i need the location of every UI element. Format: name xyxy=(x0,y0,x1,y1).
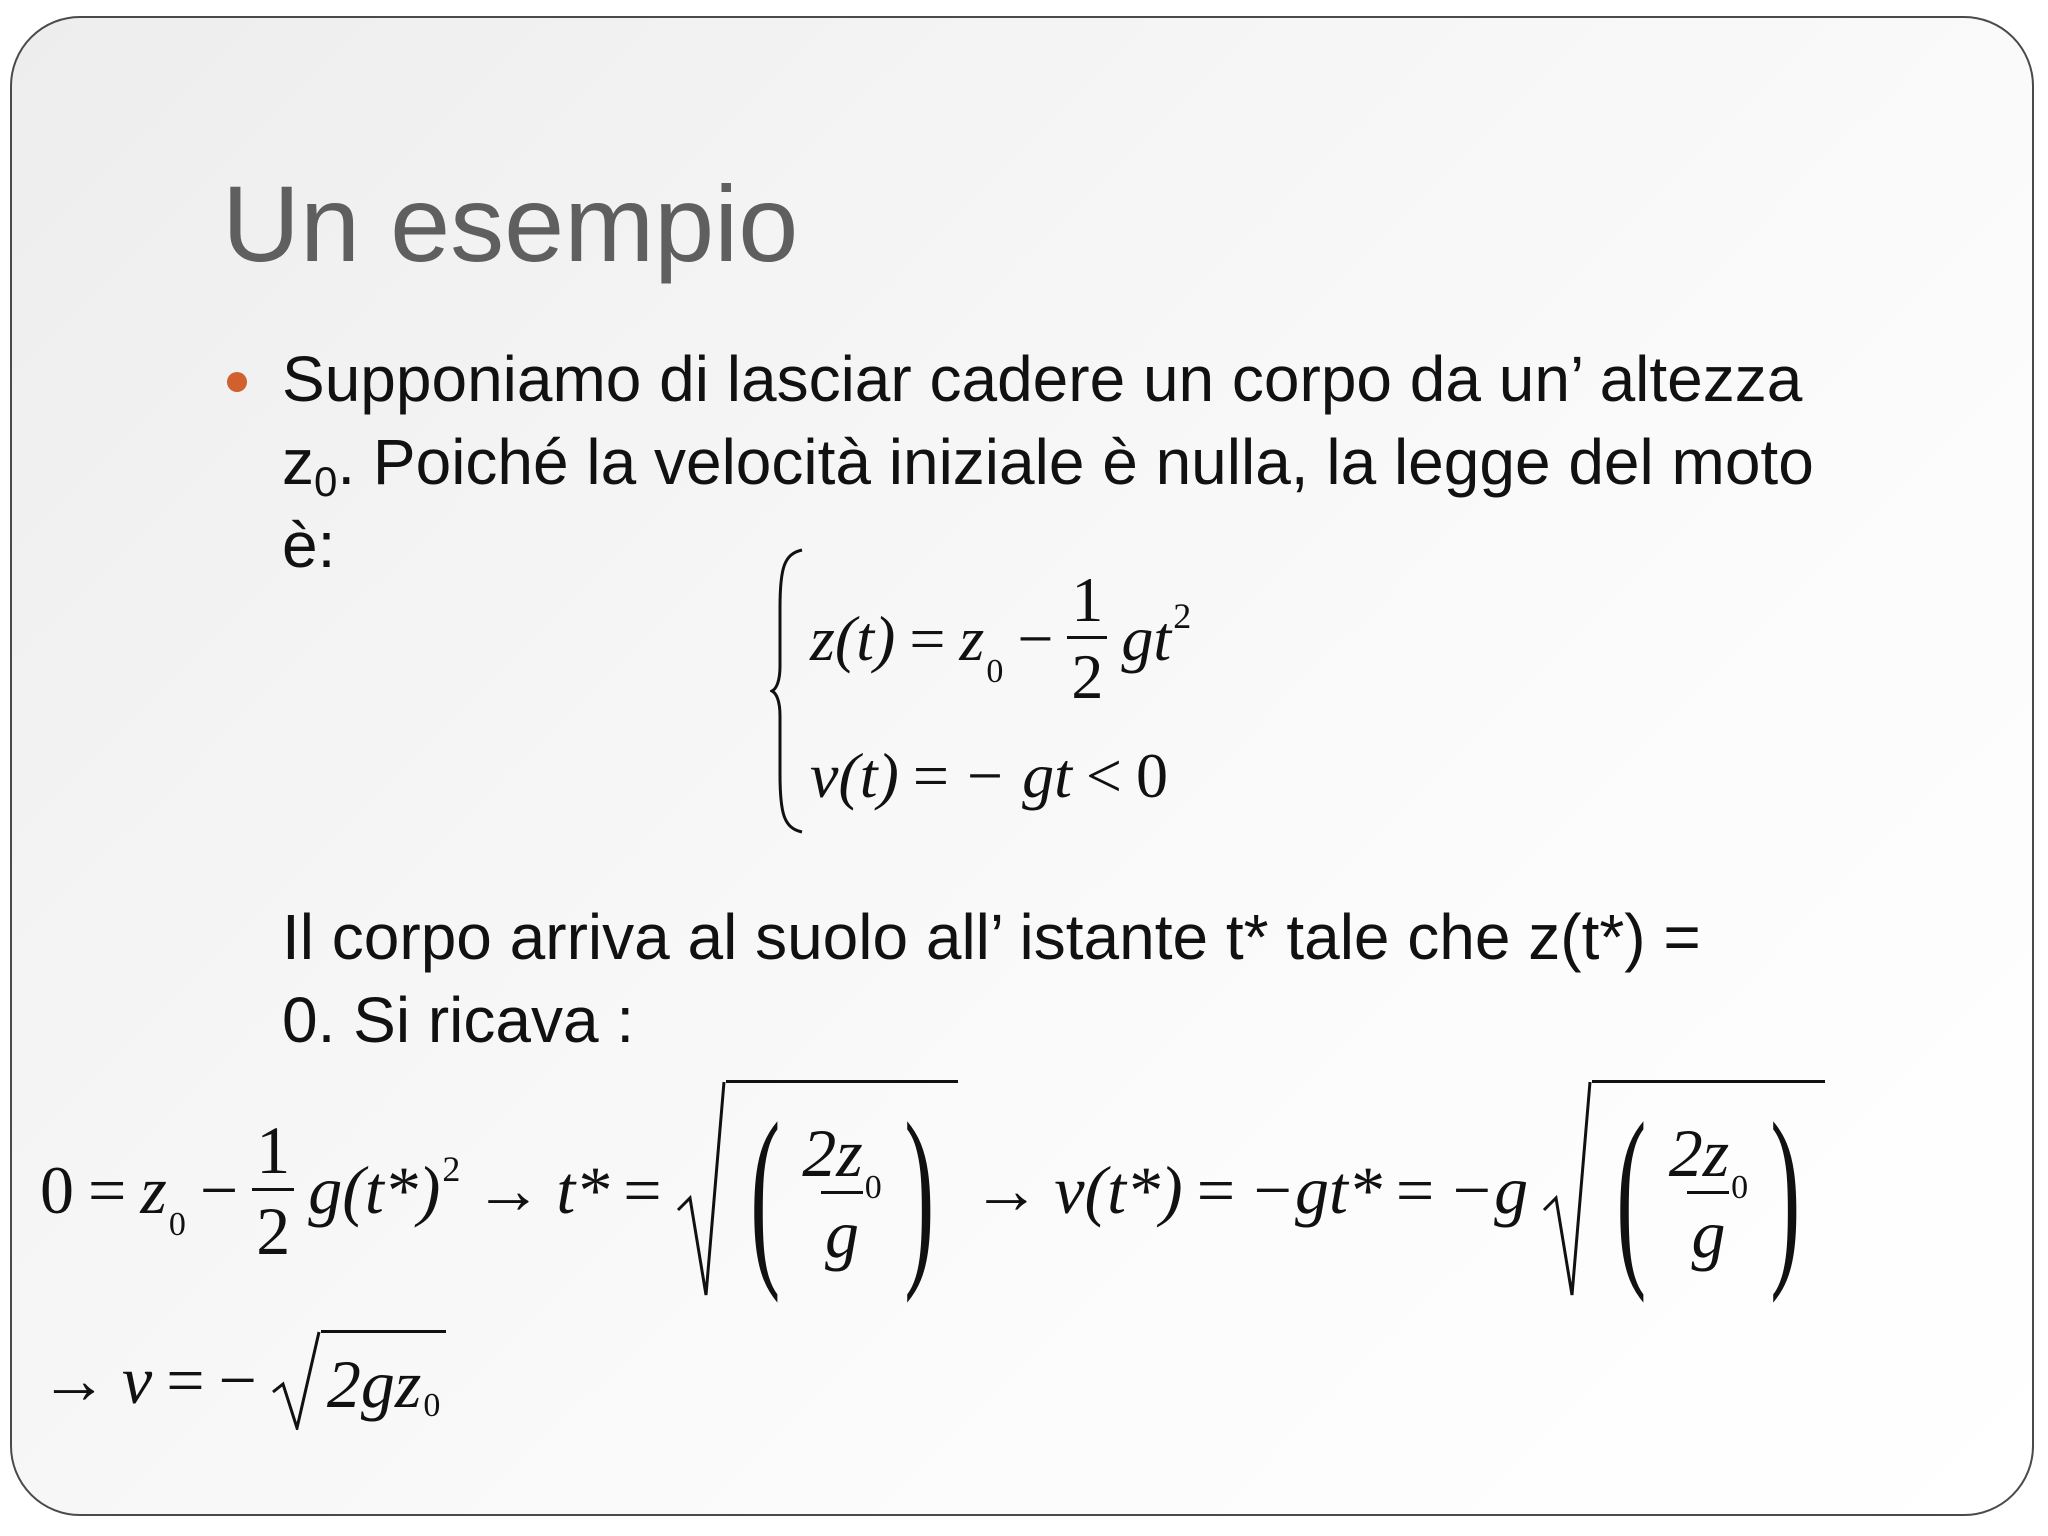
minus-gt-star: −gt* xyxy=(1249,1152,1382,1228)
minus-sign: − xyxy=(199,1152,239,1228)
bullet-paragraph xyxy=(282,338,1814,587)
v-t-star: v(t*) xyxy=(1054,1152,1183,1228)
variable-z: z xyxy=(282,426,314,498)
z-subscript: 0 xyxy=(1731,1169,1749,1206)
fraction-numerator: 1 xyxy=(256,1111,291,1188)
radical-sign xyxy=(676,1080,726,1300)
z-variable: z xyxy=(959,602,985,674)
right-paren: ) xyxy=(1770,1082,1801,1304)
minus-sign: − xyxy=(1017,602,1054,674)
fraction-numerator: 1 xyxy=(1071,564,1104,635)
bullet-line-1: Supponiamo di lasciar cadere un corpo da un’ altezza xyxy=(282,343,1803,415)
equals-sign: = xyxy=(623,1152,662,1228)
less-than-sign: < xyxy=(1085,740,1122,811)
velocity-equation xyxy=(810,740,1168,811)
zero: 0 xyxy=(1135,740,1168,811)
arrow: → xyxy=(972,1152,1041,1228)
t-star: t* xyxy=(556,1152,610,1228)
exponent: 2 xyxy=(442,1149,461,1189)
g-denominator: g xyxy=(1687,1191,1729,1268)
variable-z-subscript: 0 xyxy=(314,458,338,505)
square-root xyxy=(271,1330,446,1430)
g-denominator: g xyxy=(821,1191,863,1268)
equals-sign: = xyxy=(1395,1152,1435,1228)
square-root xyxy=(1542,1080,1825,1304)
right-paren: ) xyxy=(904,1082,935,1304)
equals-sign: = xyxy=(909,602,946,674)
position-equation xyxy=(810,564,1192,712)
square-root xyxy=(676,1080,959,1304)
z-of-t: z(t) xyxy=(810,602,896,674)
z-variable: z xyxy=(140,1152,167,1228)
zero: 0 xyxy=(40,1152,74,1228)
v-variable: v xyxy=(122,1342,153,1418)
minus-sign: − xyxy=(218,1342,257,1418)
minus-gt: − gt xyxy=(962,740,1072,811)
fraction-denominator: 2 xyxy=(252,1188,294,1265)
v-of-t: v(t) xyxy=(810,740,899,811)
radical-sign xyxy=(1542,1080,1592,1300)
fraction-2z0-over-g xyxy=(798,1115,885,1272)
radical-sign xyxy=(271,1330,321,1430)
two-g-z: 2gz xyxy=(326,1345,422,1422)
impact-line-1: Il corpo arriva al suolo all’ istante t* tale che z(t*) = xyxy=(282,901,1701,973)
arrow: → xyxy=(474,1152,543,1228)
final-velocity-equation xyxy=(40,1330,446,1430)
equals-sign: = xyxy=(166,1342,205,1418)
fraction-2z0-over-g xyxy=(1665,1115,1752,1272)
fraction-one-half xyxy=(1067,564,1107,712)
left-paren: ( xyxy=(749,1082,780,1304)
z-subscript: 0 xyxy=(168,1206,186,1243)
arrow: → xyxy=(40,1342,108,1418)
equals-sign: = xyxy=(912,740,949,811)
left-paren: ( xyxy=(1616,1082,1647,1304)
bullet-dot xyxy=(227,372,247,392)
fraction-denominator: 2 xyxy=(1067,636,1107,709)
g-t-star: g(t*) xyxy=(308,1152,441,1228)
fraction-one-half xyxy=(252,1111,294,1269)
curly-brace xyxy=(770,548,806,834)
equals-sign: = xyxy=(88,1152,127,1228)
bullet-line-2: . Poiché la velocità iniziale è nulla, la legge del moto xyxy=(337,426,1814,498)
z-subscript: 0 xyxy=(986,652,1004,690)
z-subscript: 0 xyxy=(423,1386,441,1424)
slide-title: Un esempio xyxy=(222,163,799,284)
minus-g: −g xyxy=(1448,1152,1529,1228)
two-z: 2z xyxy=(802,1115,863,1191)
z-subscript: 0 xyxy=(864,1169,882,1206)
impact-paragraph xyxy=(282,896,1701,1062)
bullet-line-3: è: xyxy=(282,509,336,581)
exponent: 2 xyxy=(1173,595,1192,636)
impact-line-2: 0. Si ricava : xyxy=(282,984,635,1056)
gt-term: gt xyxy=(1121,602,1172,674)
impact-time-equation xyxy=(40,1080,1825,1304)
two-z: 2z xyxy=(1668,1115,1730,1191)
equals-sign: = xyxy=(1196,1152,1236,1228)
